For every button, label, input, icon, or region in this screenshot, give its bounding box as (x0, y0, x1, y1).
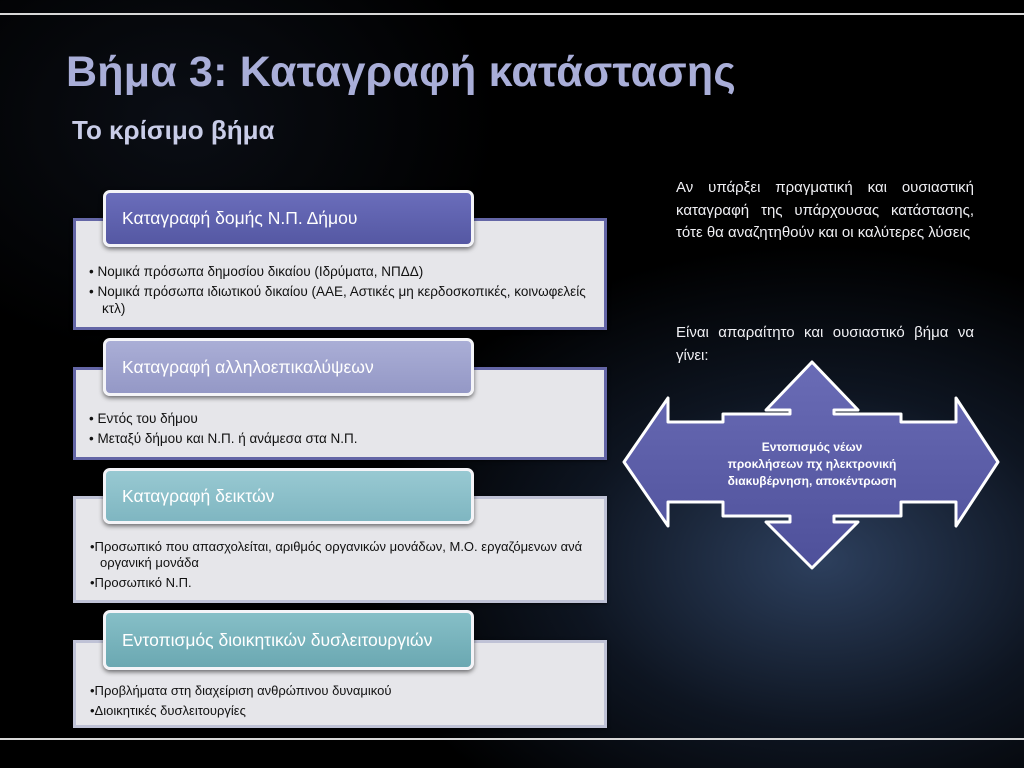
section-2-bullet-2: • Μεταξύ δήμου και Ν.Π. ή ανάμεσα στα Ν.Π. (89, 431, 358, 446)
arrow-label: Εντοπισμός νέων προκλήσεων πχ ηλεκτρονική διακυβέρνηση, αποκέντρωση (727, 439, 897, 488)
section-1-heading: Καταγραφή δομής Ν.Π. Δήμου (103, 190, 474, 247)
side-paragraph-1: Αν υπάρξει πραγματική και ουσιαστική καταγραφή της υπάρχουσας κατάστασης, τότε θα αναζητηθούν και οι καλύτερες λύσεις (676, 179, 974, 241)
bottom-divider (0, 738, 1024, 740)
slide-title: Βήμα 3: Καταγραφή κατάστασης (66, 48, 736, 96)
section-3-heading: Καταγραφή δεικτών (103, 468, 474, 524)
section-3-bullet-1: •Προσωπικό που απασχολείται, αριθμός οργανικών μονάδων, Μ.Ο. εργαζόμενων ανά οργανική μονάδα (90, 539, 583, 570)
side-paragraph-2: Είναι απαραίτητο και ουσιαστικό βήμα να γίνει: (676, 324, 974, 364)
section-2-heading: Καταγραφή αλληλοεπικαλύψεων (103, 338, 474, 396)
section-3-bullet-2: •Προσωπικό Ν.Π. (90, 575, 192, 590)
section-2-bullet-1: • Εντός του δήμου (89, 411, 198, 426)
section-1-bullet-2: • Νομικά πρόσωπα ιδιωτικού δικαίου (ΑΑΕ, Αστικές μη κερδοσκοπικές, κοινωφελείς κτλ) (89, 284, 586, 316)
section-4-heading: Εντοπισμός διοικητικών δυσλειτουργιών (103, 610, 474, 670)
section-1-bullet-1: • Νομικά πρόσωπα δημοσίου δικαίου (Ιδρύματα, ΝΠΔΔ) (89, 264, 424, 279)
slide-subtitle: Το κρίσιμο βήμα (72, 115, 275, 145)
top-divider (0, 13, 1024, 15)
section-4-bullet-2: •Διοικητικές δυσλειτουργίες (90, 703, 246, 718)
section-4-bullet-1: •Προβλήματα στη διαχείριση ανθρώπινου δυναμικού (90, 683, 392, 698)
